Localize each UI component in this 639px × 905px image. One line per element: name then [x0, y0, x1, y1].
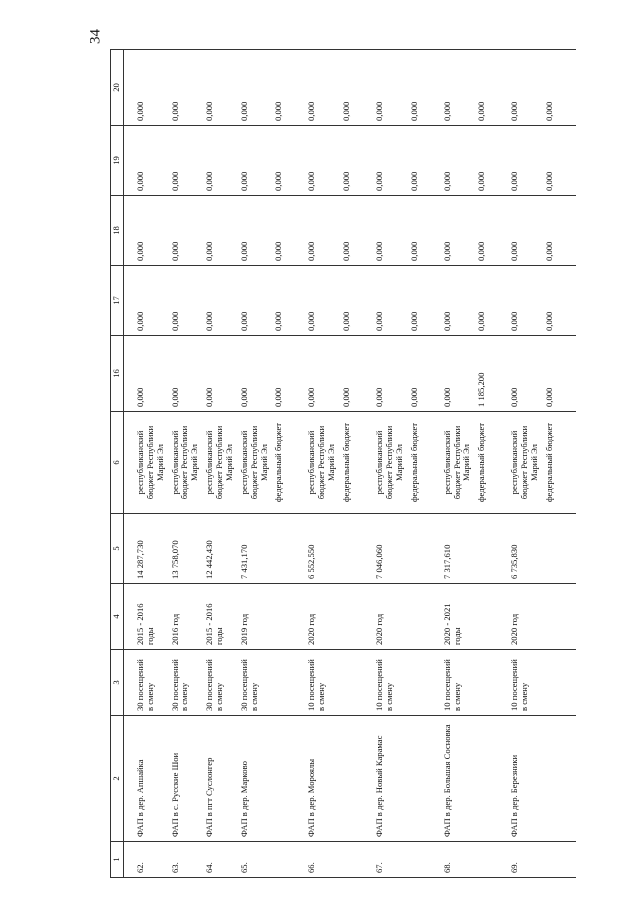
capacity-cell: [408, 650, 441, 716]
facility-name-cell: ФАП в дер. Большая Сосновка: [441, 716, 476, 842]
period-cell: 2015 - 2016 годы: [123, 584, 168, 650]
header-cell-20: 20: [111, 50, 124, 126]
value-col-16-cell: 0,000: [272, 336, 305, 412]
capacity-cell: 30 посещений в смену: [169, 650, 204, 716]
cost-cell: 6 735,830: [508, 514, 543, 584]
capacity-cell: 10 посещений в смену: [305, 650, 340, 716]
capacity-cell: 30 посещений в смену: [203, 650, 238, 716]
value-col-18-cell: 0,000: [408, 196, 441, 266]
value-col-17-cell: 0,000: [508, 266, 543, 336]
value-col-16-cell: 0,000: [441, 336, 476, 412]
value-col-19-cell: 0,000: [508, 126, 543, 196]
value-col-20-cell: 0,000: [272, 50, 305, 126]
period-cell: [408, 584, 441, 650]
capacity-cell: 30 посещений в смену: [123, 650, 168, 716]
rotated-table-container: [110, 50, 630, 878]
table-row: [169, 50, 204, 878]
value-col-19-cell: 0,000: [169, 126, 204, 196]
value-col-19-cell: 0,000: [408, 126, 441, 196]
header-cell-2: 2: [111, 716, 124, 842]
header-cell-1: 1: [111, 842, 124, 878]
value-col-20-cell: 0,000: [305, 50, 340, 126]
period-cell: 2019 год: [238, 584, 273, 650]
header-cell-6: 6: [111, 412, 124, 514]
facility-name-cell: [475, 716, 508, 842]
cost-cell: [543, 514, 576, 584]
capacity-cell: [543, 650, 576, 716]
facility-name-cell: [272, 716, 305, 842]
facility-name-cell: [408, 716, 441, 842]
table-row: [123, 50, 168, 878]
header-cell-16: 16: [111, 336, 124, 412]
period-cell: 2020 год: [508, 584, 543, 650]
value-col-20-cell: 0,000: [203, 50, 238, 126]
value-col-20-cell: 0,000: [238, 50, 273, 126]
funding-source-cell: федеральный бюджет: [272, 412, 305, 514]
value-col-19-cell: 0,000: [305, 126, 340, 196]
value-col-20-cell: 0,000: [475, 50, 508, 126]
value-col-18-cell: 0,000: [203, 196, 238, 266]
table-row: [543, 50, 576, 878]
row-number-cell: 69.: [508, 842, 543, 878]
value-col-16-cell: 1 185,200: [475, 336, 508, 412]
row-number-cell: 63.: [169, 842, 204, 878]
value-col-18-cell: 0,000: [169, 196, 204, 266]
value-col-18-cell: 0,000: [441, 196, 476, 266]
period-cell: 2020 год: [373, 584, 408, 650]
header-cell-19: 19: [111, 126, 124, 196]
funding-source-cell: республиканский бюджет Республики Марий Эл: [123, 412, 168, 514]
value-col-17-cell: 0,000: [238, 266, 273, 336]
row-number-cell: 62.: [123, 842, 168, 878]
value-col-17-cell: 0,000: [408, 266, 441, 336]
funding-source-cell: федеральный бюджет: [543, 412, 576, 514]
value-col-19-cell: 0,000: [123, 126, 168, 196]
funding-source-cell: федеральный бюджет: [475, 412, 508, 514]
row-number-cell: 68.: [441, 842, 476, 878]
funding-source-cell: республиканский бюджет Республики Марий Эл: [373, 412, 408, 514]
value-col-18-cell: 0,000: [543, 196, 576, 266]
table-row: [238, 50, 273, 878]
facility-name-cell: ФАП в с. Русские Шои: [169, 716, 204, 842]
period-cell: 2016 год: [169, 584, 204, 650]
table-row: [475, 50, 508, 878]
value-col-16-cell: 0,000: [543, 336, 576, 412]
value-col-18-cell: 0,000: [305, 196, 340, 266]
row-number-cell: 65.: [238, 842, 273, 878]
table-row: [340, 50, 373, 878]
value-col-17-cell: 0,000: [203, 266, 238, 336]
table-row: [203, 50, 238, 878]
capacity-cell: 10 посещений в смену: [373, 650, 408, 716]
value-col-19-cell: 0,000: [441, 126, 476, 196]
capacity-cell: 10 посещений в смену: [508, 650, 543, 716]
value-col-19-cell: 0,000: [238, 126, 273, 196]
period-cell: [272, 584, 305, 650]
value-col-16-cell: 0,000: [408, 336, 441, 412]
row-number-cell: [543, 842, 576, 878]
table-row: [305, 50, 340, 878]
value-col-20-cell: 0,000: [373, 50, 408, 126]
cost-cell: [408, 514, 441, 584]
value-col-19-cell: 0,000: [373, 126, 408, 196]
cost-cell: 13 758,070: [169, 514, 204, 584]
cost-cell: 6 552,550: [305, 514, 340, 584]
period-cell: [543, 584, 576, 650]
value-col-19-cell: 0,000: [543, 126, 576, 196]
header-row: [111, 50, 124, 878]
funding-source-cell: республиканский бюджет Республики Марий Эл: [441, 412, 476, 514]
facility-name-cell: ФАП в дер. Мороялы: [305, 716, 340, 842]
period-cell: 2015 - 2016 годы: [203, 584, 238, 650]
capacity-cell: 10 посещений в смену: [441, 650, 476, 716]
table-row: [408, 50, 441, 878]
value-col-20-cell: 0,000: [169, 50, 204, 126]
funding-source-cell: республиканский бюджет Республики Марий Эл: [305, 412, 340, 514]
row-number-cell: [340, 842, 373, 878]
value-col-17-cell: 0,000: [543, 266, 576, 336]
value-col-17-cell: 0,000: [272, 266, 305, 336]
capacity-cell: [272, 650, 305, 716]
cost-cell: [272, 514, 305, 584]
capacity-cell: 30 посещений в смену: [238, 650, 273, 716]
row-number-cell: 64.: [203, 842, 238, 878]
facility-name-cell: ФАП в дер. Марково: [238, 716, 273, 842]
funding-source-cell: республиканский бюджет Республики Марий Эл: [203, 412, 238, 514]
table-row: [272, 50, 305, 878]
table-row: [441, 50, 476, 878]
page-number: 34: [87, 29, 104, 44]
row-number-cell: 66.: [305, 842, 340, 878]
value-col-16-cell: 0,000: [305, 336, 340, 412]
table-body: [111, 50, 576, 878]
value-col-20-cell: 0,000: [543, 50, 576, 126]
funding-source-cell: федеральный бюджет: [340, 412, 373, 514]
row-number-cell: 67.: [373, 842, 408, 878]
value-col-19-cell: 0,000: [272, 126, 305, 196]
value-col-16-cell: 0,000: [169, 336, 204, 412]
row-number-cell: [408, 842, 441, 878]
value-col-18-cell: 0,000: [508, 196, 543, 266]
period-cell: 2020 - 2021 годы: [441, 584, 476, 650]
value-col-18-cell: 0,000: [123, 196, 168, 266]
value-col-17-cell: 0,000: [475, 266, 508, 336]
value-col-17-cell: 0,000: [169, 266, 204, 336]
funding-source-cell: республиканский бюджет Республики Марий Эл: [508, 412, 543, 514]
cost-cell: [475, 514, 508, 584]
cost-cell: 12 442,430: [203, 514, 238, 584]
value-col-16-cell: 0,000: [123, 336, 168, 412]
facility-name-cell: ФАП в дер. Березники: [508, 716, 543, 842]
period-cell: [340, 584, 373, 650]
table-row: [508, 50, 543, 878]
value-col-17-cell: 0,000: [123, 266, 168, 336]
value-col-20-cell: 0,000: [508, 50, 543, 126]
cost-cell: 7 046,060: [373, 514, 408, 584]
value-col-18-cell: 0,000: [238, 196, 273, 266]
period-cell: 2020 год: [305, 584, 340, 650]
cost-cell: 7 431,170: [238, 514, 273, 584]
value-col-19-cell: 0,000: [340, 126, 373, 196]
budget-table: [110, 49, 576, 878]
facility-name-cell: ФАП в дер. Апшайка: [123, 716, 168, 842]
capacity-cell: [475, 650, 508, 716]
value-col-19-cell: 0,000: [475, 126, 508, 196]
value-col-19-cell: 0,000: [203, 126, 238, 196]
row-number-cell: [475, 842, 508, 878]
value-col-18-cell: 0,000: [475, 196, 508, 266]
value-col-20-cell: 0,000: [123, 50, 168, 126]
value-col-20-cell: 0,000: [441, 50, 476, 126]
header-cell-18: 18: [111, 196, 124, 266]
period-cell: [475, 584, 508, 650]
header-cell-17: 17: [111, 266, 124, 336]
value-col-18-cell: 0,000: [340, 196, 373, 266]
header-cell-3: 3: [111, 650, 124, 716]
value-col-16-cell: 0,000: [508, 336, 543, 412]
cost-cell: 7 317,610: [441, 514, 476, 584]
table-row: [373, 50, 408, 878]
value-col-17-cell: 0,000: [305, 266, 340, 336]
value-col-16-cell: 0,000: [373, 336, 408, 412]
value-col-16-cell: 0,000: [203, 336, 238, 412]
facility-name-cell: ФАП в дер. Новый Карамас: [373, 716, 408, 842]
cost-cell: 14 287,730: [123, 514, 168, 584]
facility-name-cell: [543, 716, 576, 842]
facility-name-cell: ФАП в пгт Суслонгер: [203, 716, 238, 842]
value-col-17-cell: 0,000: [373, 266, 408, 336]
value-col-18-cell: 0,000: [272, 196, 305, 266]
value-col-17-cell: 0,000: [441, 266, 476, 336]
value-col-16-cell: 0,000: [340, 336, 373, 412]
facility-name-cell: [340, 716, 373, 842]
value-col-18-cell: 0,000: [373, 196, 408, 266]
header-cell-4: 4: [111, 584, 124, 650]
row-number-cell: [272, 842, 305, 878]
cost-cell: [340, 514, 373, 584]
funding-source-cell: республиканский бюджет Республики Марий Эл: [169, 412, 204, 514]
value-col-20-cell: 0,000: [408, 50, 441, 126]
funding-source-cell: федеральный бюджет: [408, 412, 441, 514]
value-col-17-cell: 0,000: [340, 266, 373, 336]
value-col-16-cell: 0,000: [238, 336, 273, 412]
capacity-cell: [340, 650, 373, 716]
header-cell-5: 5: [111, 514, 124, 584]
funding-source-cell: республиканский бюджет Республики Марий Эл: [238, 412, 273, 514]
value-col-20-cell: 0,000: [340, 50, 373, 126]
